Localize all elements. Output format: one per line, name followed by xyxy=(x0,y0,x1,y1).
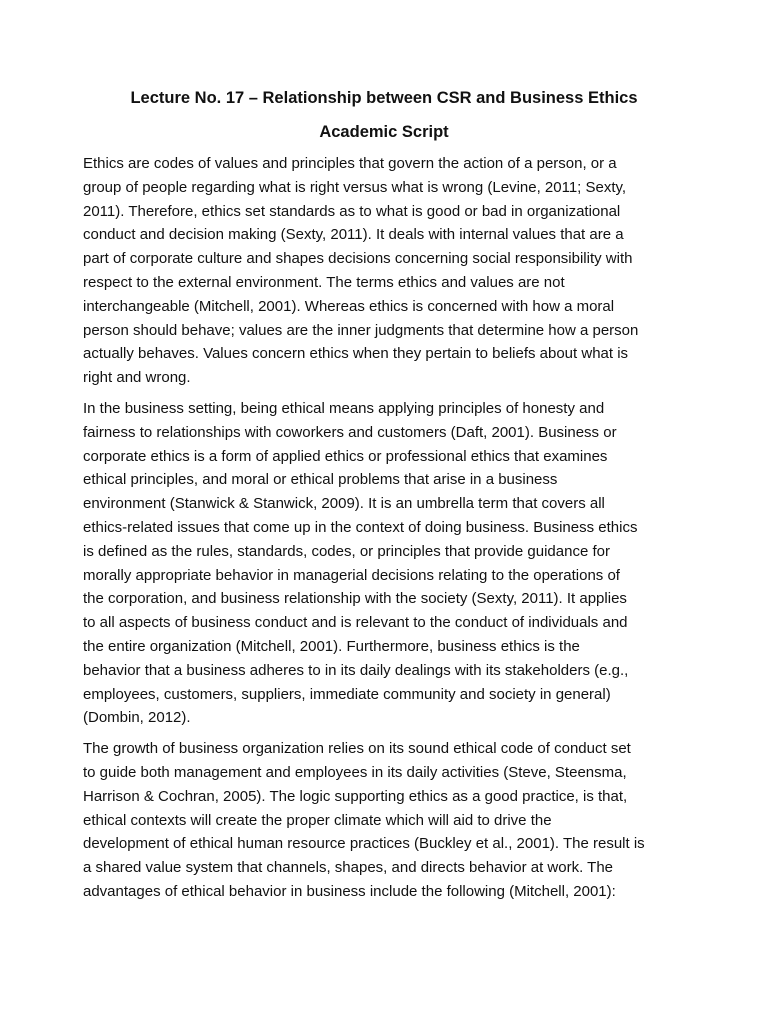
text-line: behavior that a business adheres to in its daily dealings with its stakeholders (e.g., xyxy=(83,661,629,679)
text-line: interchangeable (Mitchell, 2001). Whereas ethics is concerned with how a moral xyxy=(83,297,615,315)
text-line: environment (Stanwick & Stanwick, 2009). It is an umbrella term that covers all xyxy=(83,495,605,513)
text-line: Harrison & Cochran, 2005). The logic supporting ethics as a good practice, is that, xyxy=(83,787,628,805)
text-line: the corporation, and business relationship with the society (Sexty, 2011). It applies xyxy=(83,590,627,608)
text-line: fairness to relationships with coworkers and customers (Daft, 2001). Business or xyxy=(83,423,617,441)
text-line: development of ethical human resource practices (Buckley et al., 2001). The result is xyxy=(83,835,645,853)
text-line: to all aspects of business conduct and is relevant to the conduct of individuals and xyxy=(83,614,628,632)
text-line: actually behaves. Values concern ethics when they pertain to beliefs about what is xyxy=(83,345,629,363)
text-line: morally appropriate behavior in managerial decisions relating to the operations of xyxy=(83,566,620,584)
text-line: the entire organization (Mitchell, 2001). Furthermore, business ethics is the xyxy=(83,637,580,655)
document-body xyxy=(83,152,703,911)
text-line: part of corporate culture and shapes decisions concerning social responsibility with xyxy=(83,250,633,268)
document-title: Lecture No. 17 – Relationship between CSR and Business Ethics xyxy=(130,89,638,107)
text-line: Ethics are codes of values and principles that govern the action of a person, or a xyxy=(83,155,617,172)
text-line: 2011). Therefore, ethics set standards as to what is good or bad in organizational xyxy=(83,202,621,220)
text-line: right and wrong. xyxy=(83,369,191,387)
text-line: conduct and decision making (Sexty, 2011). It deals with internal values that are a xyxy=(83,226,624,244)
text-line: group of people regarding what is right versus what is wrong (Levine, 2011; Sexty, xyxy=(83,178,627,196)
text-line: ethical contexts will create the proper climate which will aid to drive the xyxy=(83,811,552,829)
text-line: advantages of ethical behavior in business include the following (Mitchell, 2001): xyxy=(83,882,616,900)
text-line: ethical principles, and moral or ethical problems that arise in a business xyxy=(83,471,558,489)
document-subtitle: Academic Script xyxy=(319,123,449,141)
text-line: respect to the external environment. The terms ethics and values are not xyxy=(83,273,565,291)
text-line: person should behave; values are the inner judgments that determine how a person xyxy=(83,321,639,339)
text-line: ethics-related issues that come up in the context of doing business. Business ethics xyxy=(83,518,638,536)
text-line: to guide both management and employees in its daily activities (Steve, Steensma, xyxy=(83,763,627,781)
text-line: employees, customers, suppliers, immediate community and society in general) xyxy=(83,685,611,703)
paragraph-3 xyxy=(83,737,703,904)
text-line: The growth of business organization relies on its sound ethical code of conduct set xyxy=(83,740,631,758)
paragraph-2 xyxy=(83,397,703,730)
text-line: corporate ethics is a form of applied ethics or professional ethics that examines xyxy=(83,447,608,465)
text-line: is defined as the rules, standards, codes, or principles that provide guidance for xyxy=(83,542,610,560)
text-line: (Dombin, 2012). xyxy=(83,709,191,727)
text-line: a shared value system that channels, shapes, and directs behavior at work. The xyxy=(83,859,614,877)
paragraph-1 xyxy=(83,152,703,390)
text-line: In the business setting, being ethical means applying principles of honesty and xyxy=(83,399,605,417)
